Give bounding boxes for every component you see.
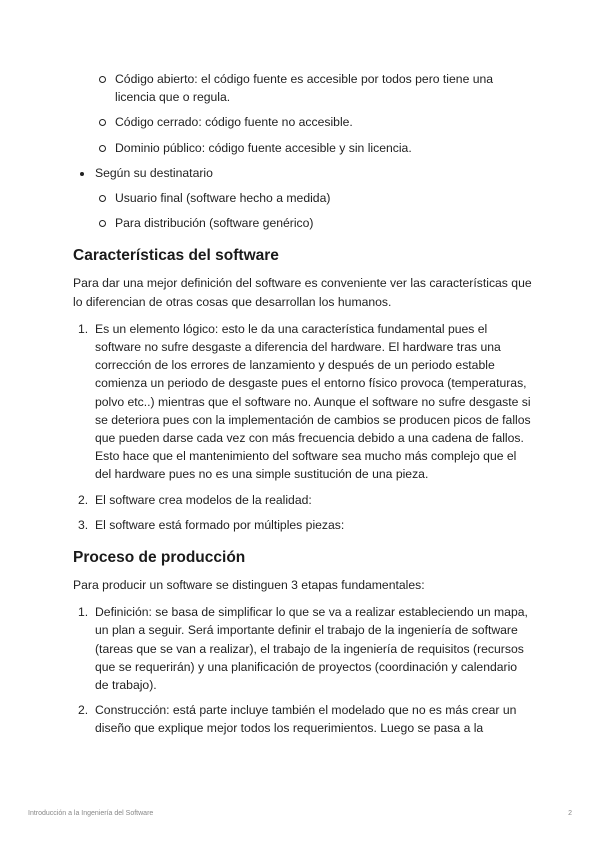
document-page [73, 70, 533, 745]
license-item-closed: Código cerrado: código fuente no accesible. [95, 113, 533, 131]
destinatario-group [73, 189, 533, 232]
caracteristica-item [73, 516, 533, 534]
item-number: 3. [78, 517, 89, 532]
item-text: El software crea modelos de la realidad: [95, 492, 312, 507]
caracteristica-item [73, 491, 533, 509]
page-footer [28, 810, 572, 817]
destinatario-sublist [95, 189, 533, 232]
page-number: 2 [568, 810, 572, 817]
caracteristicas-list [73, 320, 533, 534]
destinatario-item-final: Usuario final (software hecho a medida) [95, 189, 533, 207]
proceso-intro: Para producir un software se distinguen 3 etapas fundamentales: [73, 578, 425, 593]
destinatario-item-distribucion: Para distribución (software genérico) [95, 214, 533, 232]
item-number: 2. [78, 703, 89, 718]
classification-list [73, 70, 533, 232]
item-text: Construcción: está parte incluye también el modelado que no es más crear un diseño que explique mejor todos los requerimientos. Luego se pasa a la [95, 703, 517, 736]
item-number: 2. [78, 492, 89, 507]
license-group [73, 70, 533, 157]
proceso-list [73, 603, 533, 737]
item-text: Es un elemento lógico: esto le da una característica fundamental pues el software no sufre desgaste a diferencia del hardware. El hardware tras una corrección de los errores de lanzamiento y después de un periodo estable comienza un periodo de desgaste pues el entorno físico provoca (temperaturas, polvo etc..) mientras que el software no. Aunque el software no sufre desgaste si se deteriora pues con la implementación de cambios se producen picos de fallos que pueden darse cada vez con más frecuencia debido a una cadena de fallos. Esto hace que el mantenimiento del software sea mucho más complejo que el del hardware pues no es una simple sustitución de una pieza. [95, 321, 531, 482]
item-text: El software está formado por múltiples piezas: [95, 517, 345, 532]
proceso-item [73, 701, 533, 737]
caracteristicas-intro: Para dar una mejor definición del software es conveniente ver las características que lo diferencian de otras cosas que desarrollan los humanos. [73, 276, 532, 309]
item-number: 1. [78, 605, 89, 620]
item-text: Definición: se basa de simplificar lo que se va a realizar estableciendo un mapa, un plan a seguir. Será importante definir el trabajo de la ingeniería de software (tareas que se van a realizar), el trabajo de la ingeniería de requisitos (recursos que se requerirán) y una planificación de proyectos (coordinación y calendario de trabajo). [95, 605, 528, 693]
proceso-heading: Proceso de producción [73, 549, 246, 567]
item-number: 1. [78, 321, 89, 336]
destinatario-item [73, 164, 533, 182]
proceso-item [73, 603, 533, 694]
caracteristica-item [73, 320, 533, 484]
license-sublist [95, 70, 533, 157]
license-item-open: Código abierto: el código fuente es accesible por todos pero tiene una licencia que o regula. [95, 70, 533, 106]
destinatario-label: Según su destinatario [95, 165, 213, 180]
caracteristicas-heading: Características del software [73, 247, 279, 265]
license-item-public: Dominio público: código fuente accesible y sin licencia. [95, 139, 533, 157]
footer-title: Introducción a la Ingeniería del Software [28, 810, 154, 817]
